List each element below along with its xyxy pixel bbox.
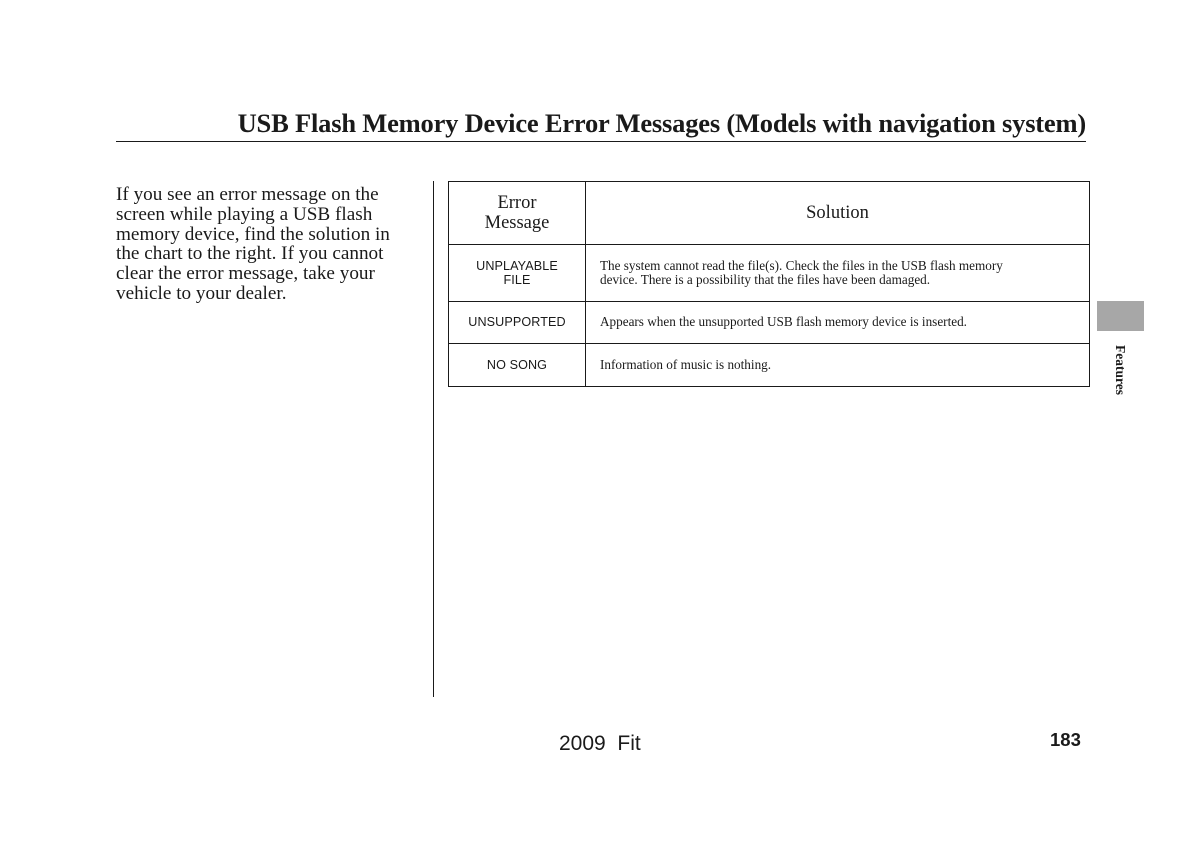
error-message-line: UNPLAYABLE [476,258,558,273]
intro-line: clear the error message, take your [116,263,375,285]
error-message-line: FILE [503,273,531,287]
page-number: 183 [1050,729,1081,750]
title-rule [116,141,1086,142]
solution-cell [586,344,1090,387]
table-row [449,302,1090,344]
solution-cell [586,245,1090,302]
table-row [449,344,1090,387]
error-message-line: UNSUPPORTED [468,315,566,330]
intro-paragraph [116,185,416,304]
solution-cell [586,302,1090,344]
intro-line: the chart to the right. If you cannot [116,243,384,265]
table-row [449,245,1090,302]
column-divider [433,181,434,697]
error-message-cell [449,302,586,344]
intro-line: If you see an error message on the [116,184,379,205]
header-error-message-line: Message [484,213,550,233]
error-message-table [448,181,1090,387]
section-label: Features [1113,345,1128,395]
solution-line: device. There is a possibility that the files have been damaged. [600,272,931,287]
error-message-line: NO SONG [486,357,548,372]
intro-line: memory device, find the solution in [116,223,390,245]
solution-line: Information of music is nothing. [600,356,772,372]
intro-line: screen while playing a USB flash [116,203,373,225]
table-header-row [449,182,1090,245]
solution-line: Appears when the unsupported USB flash memory device is inserted. [600,314,967,330]
section-tab-marker [1097,301,1144,331]
intro-line: vehicle to your dealer. [116,282,287,304]
error-message-cell [449,344,586,387]
page-title: USB Flash Memory Device Error Messages (Models with navigation system) [237,108,1086,138]
header-solution: Solution [586,182,1090,245]
solution-line: The system cannot read the file(s). Check the files in the USB flash memory [600,257,1003,273]
header-error-message-line: Error [497,193,537,213]
footer-model: 2009 Fit [559,732,641,755]
error-message-cell [449,245,586,302]
header-error-message [449,182,586,245]
